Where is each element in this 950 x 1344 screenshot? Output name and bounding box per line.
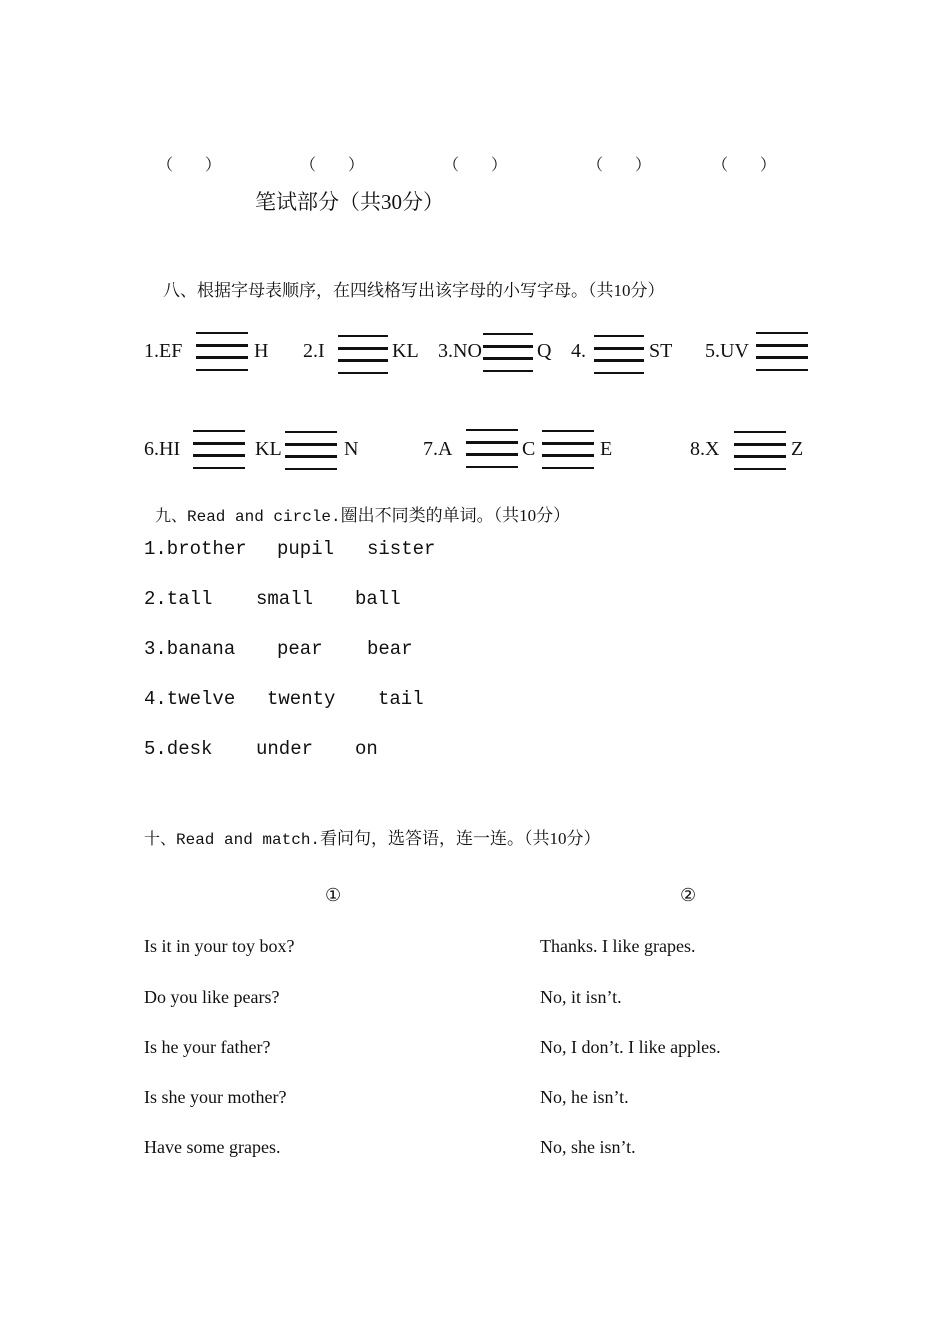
- sequence-6-prefix: 6.HI: [144, 438, 181, 460]
- writing-grid-8[interactable]: [734, 431, 786, 471]
- writing-grid-2[interactable]: [338, 335, 388, 375]
- sequence-1-suffix: H: [254, 340, 269, 362]
- answer-item[interactable]: No, I don’t. I like apples.: [540, 1037, 721, 1057]
- circle-word[interactable]: under: [256, 738, 314, 760]
- circle-word[interactable]: 5.desk: [144, 738, 213, 760]
- circle-word[interactable]: ball: [355, 588, 401, 610]
- circle-word[interactable]: 2.tall: [144, 588, 213, 610]
- circle-word[interactable]: tail: [378, 688, 424, 710]
- section-10-heading-en: 十、Read and match.: [144, 831, 321, 849]
- writing-grid-7a[interactable]: [466, 429, 518, 469]
- sequence-2-prefix: 2.I: [303, 340, 325, 362]
- circle-word[interactable]: sister: [367, 538, 436, 560]
- section-9-heading-cn: 圈出不同类的单词。（共10分）: [340, 506, 571, 525]
- sequence-7-prefix: 7.A: [423, 438, 453, 460]
- answer-item[interactable]: Thanks. I like grapes.: [540, 936, 696, 956]
- section-9-heading: [155, 501, 570, 526]
- sequence-7-middle: C: [522, 438, 536, 460]
- column-1-marker: ①: [325, 885, 342, 905]
- sequence-1-prefix: 1.EF: [144, 340, 183, 362]
- answer-paren-2[interactable]: （ ）: [300, 157, 365, 174]
- writing-grid-4[interactable]: [594, 335, 644, 375]
- answer-paren-1[interactable]: （ ）: [157, 157, 222, 174]
- writing-grid-6b[interactable]: [285, 431, 337, 471]
- section-8-heading: 八、根据字母表顺序，在四线格写出该字母的小写字母。（共10分）: [163, 281, 665, 300]
- sequence-4-suffix: ST: [649, 340, 673, 362]
- writing-grid-3[interactable]: [483, 333, 533, 373]
- section-10-heading-cn: 看问句，选答语，连一连。（共10分）: [320, 829, 601, 848]
- circle-word[interactable]: pear: [277, 638, 323, 660]
- sequence-2-suffix: KL: [392, 340, 419, 362]
- sequence-3-prefix: 3.NO: [438, 340, 482, 362]
- circle-word[interactable]: on: [355, 738, 378, 760]
- circle-word[interactable]: small: [256, 588, 314, 610]
- section-9-heading-en: 九、Read and circle.: [155, 508, 341, 526]
- circle-word[interactable]: bear: [367, 638, 413, 660]
- sequence-8-suffix: Z: [791, 438, 804, 460]
- page-title: 笔试部分（共30分）: [255, 190, 444, 214]
- circle-word[interactable]: 3.banana: [144, 638, 236, 660]
- section-10-heading: [144, 824, 601, 849]
- writing-grid-7b[interactable]: [542, 430, 594, 470]
- sequence-5-prefix: 5.UV: [705, 340, 749, 362]
- answer-item[interactable]: No, she isn’t.: [540, 1137, 636, 1157]
- question-item[interactable]: Is it in your toy box?: [144, 936, 295, 956]
- circle-word[interactable]: 1.brother: [144, 538, 247, 560]
- writing-grid-1[interactable]: [196, 332, 248, 372]
- answer-paren-3[interactable]: （ ）: [443, 157, 508, 174]
- question-item[interactable]: Is she your mother?: [144, 1087, 287, 1107]
- question-item[interactable]: Have some grapes.: [144, 1137, 281, 1157]
- column-2-marker: ②: [680, 885, 697, 905]
- answer-paren-4[interactable]: （ ）: [587, 157, 652, 174]
- circle-word[interactable]: 4.twelve: [144, 688, 236, 710]
- answer-item[interactable]: No, it isn’t.: [540, 987, 622, 1007]
- question-item[interactable]: Is he your father?: [144, 1037, 271, 1057]
- sequence-6-suffix: N: [344, 438, 359, 460]
- sequence-3-suffix: Q: [537, 340, 552, 362]
- sequence-8-prefix: 8.X: [690, 438, 720, 460]
- circle-word[interactable]: pupil: [277, 538, 335, 560]
- circle-word[interactable]: twenty: [267, 688, 336, 710]
- sequence-6-middle: KL: [255, 438, 282, 460]
- question-item[interactable]: Do you like pears?: [144, 987, 280, 1007]
- writing-grid-5[interactable]: [756, 332, 808, 372]
- sequence-4-prefix: 4.: [571, 340, 586, 362]
- answer-paren-5[interactable]: （ ）: [712, 157, 777, 174]
- writing-grid-6a[interactable]: [193, 430, 245, 470]
- sequence-7-suffix: E: [600, 438, 613, 460]
- answer-item[interactable]: No, he isn’t.: [540, 1087, 629, 1107]
